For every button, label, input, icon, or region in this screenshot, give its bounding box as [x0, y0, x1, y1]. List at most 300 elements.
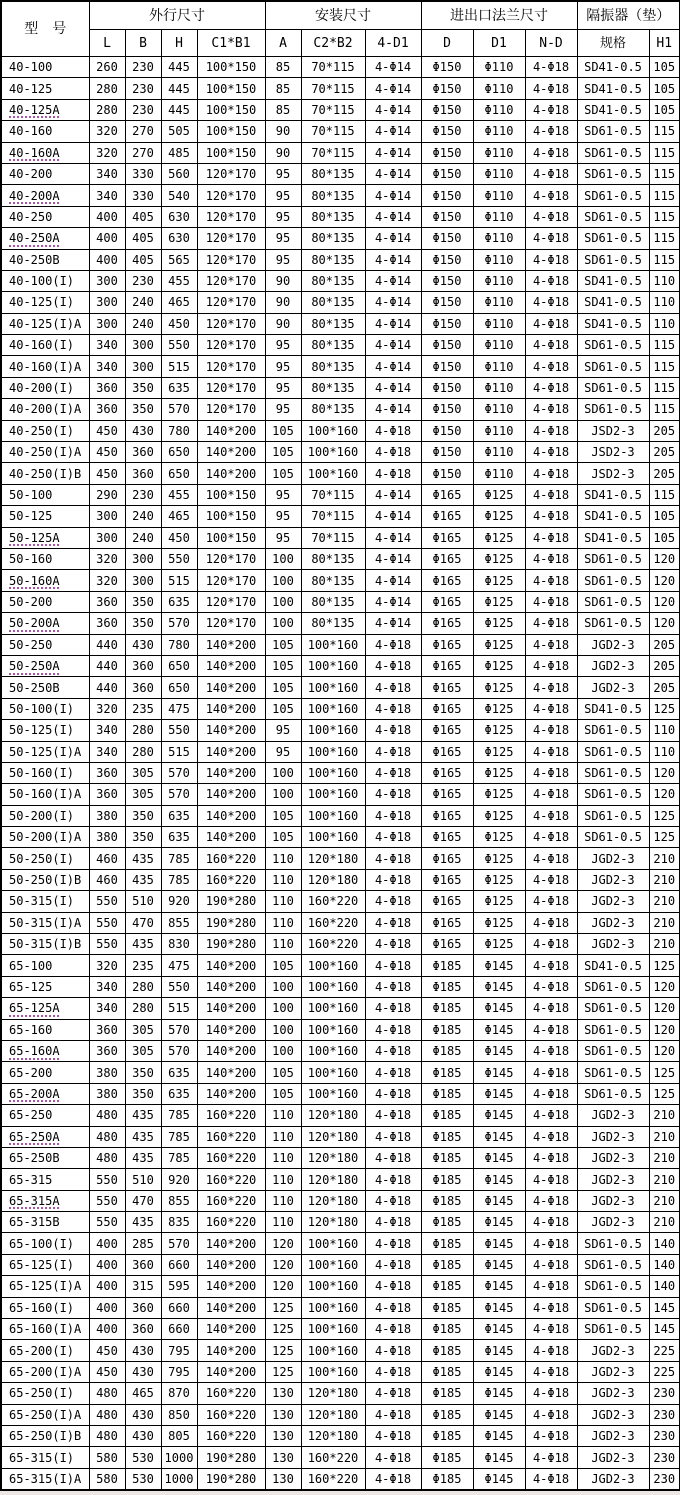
value-cell: Φ185	[421, 1383, 473, 1404]
model-cell: 40-160(I)A	[1, 356, 89, 377]
value-cell: 530	[125, 1447, 161, 1468]
table-row	[1, 292, 680, 313]
value-cell: 480	[89, 1105, 125, 1126]
value-cell: 435	[125, 1147, 161, 1168]
model-cell	[1, 185, 89, 206]
model-text-spellcheck-underlined: 65-200A	[9, 1086, 60, 1101]
value-cell: 550	[161, 335, 197, 356]
value-cell: JGD2-3	[577, 634, 649, 655]
value-cell: 100*160	[301, 741, 365, 762]
value-cell: 920	[161, 1169, 197, 1190]
model-cell: 50-250	[1, 634, 89, 655]
value-cell: 90	[265, 292, 301, 313]
value-cell: SD61-0.5	[577, 570, 649, 591]
model-cell: 65-315(I)A	[1, 1468, 89, 1490]
value-cell: 100*160	[301, 1062, 365, 1083]
value-cell: 80*135	[301, 377, 365, 398]
value-cell: 4-Φ14	[365, 270, 421, 291]
value-cell: 110	[649, 292, 680, 313]
model-cell: 50-250B	[1, 677, 89, 698]
value-cell: 115	[649, 228, 680, 249]
table-row	[1, 998, 680, 1019]
value-cell: 105	[265, 1062, 301, 1083]
table-row	[1, 185, 680, 206]
value-cell: 115	[649, 335, 680, 356]
value-cell: 210	[649, 1212, 680, 1233]
value-cell: Φ145	[473, 1447, 525, 1468]
table-row	[1, 313, 680, 334]
value-cell: 4-Φ18	[525, 57, 577, 78]
value-cell: 140*200	[197, 1340, 265, 1361]
value-cell: 110	[649, 741, 680, 762]
value-cell: SD61-0.5	[577, 163, 649, 184]
value-cell: SD41-0.5	[577, 270, 649, 291]
table-body	[1, 57, 680, 1491]
table-row	[1, 805, 680, 826]
value-cell: 515	[161, 741, 197, 762]
value-cell: Φ110	[473, 335, 525, 356]
table-row	[1, 1040, 680, 1061]
value-cell: SD41-0.5	[577, 78, 649, 99]
value-cell: Φ150	[421, 313, 473, 334]
value-cell: Φ165	[421, 891, 473, 912]
model-cell: 50-100(I)	[1, 698, 89, 719]
value-cell: 445	[161, 78, 197, 99]
value-cell: 140*200	[197, 998, 265, 1019]
value-cell: 4-Φ18	[525, 1447, 577, 1468]
value-cell: 4-Φ14	[365, 99, 421, 120]
value-cell: 435	[125, 934, 161, 955]
value-cell: 780	[161, 420, 197, 441]
value-cell: 210	[649, 1105, 680, 1126]
value-cell: Φ150	[421, 463, 473, 484]
value-cell: 120*170	[197, 270, 265, 291]
value-cell: SD61-0.5	[577, 762, 649, 783]
table-row	[1, 249, 680, 270]
value-cell: 70*115	[301, 142, 365, 163]
value-cell: SD61-0.5	[577, 741, 649, 762]
value-cell: 4-Φ18	[525, 1190, 577, 1211]
value-cell: 4-Φ18	[365, 1254, 421, 1275]
value-cell: Φ185	[421, 1254, 473, 1275]
value-cell: 4-Φ14	[365, 570, 421, 591]
value-cell: 120*170	[197, 613, 265, 634]
value-cell: 95	[265, 163, 301, 184]
value-cell: JGD2-3	[577, 1404, 649, 1425]
value-cell: 120*180	[301, 869, 365, 890]
model-cell: 65-250B	[1, 1147, 89, 1168]
value-cell: 4-Φ18	[525, 976, 577, 997]
value-cell: SD61-0.5	[577, 1233, 649, 1254]
value-cell: 340	[89, 998, 125, 1019]
value-cell: Φ125	[473, 827, 525, 848]
value-cell: 110	[265, 891, 301, 912]
value-cell: 300	[89, 270, 125, 291]
value-cell: 515	[161, 998, 197, 1019]
value-cell: 110	[265, 934, 301, 955]
value-cell: 210	[649, 1147, 680, 1168]
value-cell: 4-Φ18	[365, 1468, 421, 1490]
value-cell: 4-Φ18	[365, 998, 421, 1019]
value-cell: 130	[265, 1468, 301, 1490]
value-cell: 120*170	[197, 206, 265, 227]
value-cell: JSD2-3	[577, 463, 649, 484]
value-cell: 105	[265, 463, 301, 484]
value-cell: 515	[161, 356, 197, 377]
value-cell: 270	[125, 121, 161, 142]
value-cell: 795	[161, 1361, 197, 1382]
value-cell: 100*160	[301, 463, 365, 484]
model-cell: 65-200(I)	[1, 1340, 89, 1361]
value-cell: 105	[649, 506, 680, 527]
value-cell: 305	[125, 1019, 161, 1040]
value-cell: 280	[125, 998, 161, 1019]
value-cell: 270	[125, 142, 161, 163]
value-cell: 80*135	[301, 163, 365, 184]
value-cell: SD61-0.5	[577, 976, 649, 997]
value-cell: 105	[265, 655, 301, 676]
value-cell: Φ125	[473, 720, 525, 741]
value-cell: 120*180	[301, 1147, 365, 1168]
value-cell: 4-Φ18	[365, 1040, 421, 1061]
value-cell: 120*170	[197, 356, 265, 377]
model-cell	[1, 998, 89, 1019]
value-cell: 4-Φ18	[525, 1019, 577, 1040]
value-cell: Φ185	[421, 1276, 473, 1297]
value-cell: 475	[161, 698, 197, 719]
value-cell: 435	[125, 1212, 161, 1233]
value-cell: Φ125	[473, 869, 525, 890]
value-cell: 360	[89, 377, 125, 398]
value-cell: 140*200	[197, 741, 265, 762]
value-cell: 100*160	[301, 1276, 365, 1297]
model-text-spellcheck-underlined: 65-160A	[9, 1044, 60, 1059]
table-row	[1, 955, 680, 976]
value-cell: Φ185	[421, 1212, 473, 1233]
table-row	[1, 1105, 680, 1126]
value-cell: Φ150	[421, 142, 473, 163]
value-cell: 80*135	[301, 249, 365, 270]
value-cell: JGD2-3	[577, 1340, 649, 1361]
value-cell: 4-Φ18	[365, 1147, 421, 1168]
model-cell: 65-100(I)	[1, 1233, 89, 1254]
value-cell: Φ110	[473, 270, 525, 291]
value-cell: 80*135	[301, 185, 365, 206]
value-cell: 400	[89, 1319, 125, 1340]
value-cell: 210	[649, 1126, 680, 1147]
column-header-spec: 规格	[577, 30, 649, 57]
table-row	[1, 463, 680, 484]
value-cell: 140*200	[197, 1040, 265, 1061]
value-cell: 360	[125, 1319, 161, 1340]
value-cell: 855	[161, 912, 197, 933]
table-row	[1, 827, 680, 848]
value-cell: 480	[89, 1383, 125, 1404]
value-cell: 90	[265, 142, 301, 163]
column-header-C1B1: C1*B1	[197, 30, 265, 57]
model-cell: 65-160(I)	[1, 1297, 89, 1318]
value-cell: 635	[161, 805, 197, 826]
value-cell: SD61-0.5	[577, 356, 649, 377]
value-cell: 130	[265, 1404, 301, 1425]
value-cell: 205	[649, 442, 680, 463]
table-row	[1, 506, 680, 527]
value-cell: 120	[649, 613, 680, 634]
value-cell: 4-Φ18	[365, 1404, 421, 1425]
value-cell: 160*220	[301, 1468, 365, 1490]
model-cell: 65-250(I)	[1, 1383, 89, 1404]
value-cell: 360	[125, 463, 161, 484]
value-cell: 4-Φ18	[365, 1297, 421, 1318]
model-cell: 40-125	[1, 78, 89, 99]
value-cell: 110	[649, 313, 680, 334]
value-cell: 120*170	[197, 335, 265, 356]
value-cell: 300	[89, 527, 125, 548]
value-cell: Φ165	[421, 698, 473, 719]
value-cell: 550	[161, 720, 197, 741]
value-cell: 4-Φ18	[525, 548, 577, 569]
value-cell: 85	[265, 78, 301, 99]
value-cell: 140*200	[197, 955, 265, 976]
model-cell: 65-315	[1, 1169, 89, 1190]
model-cell	[1, 1190, 89, 1211]
value-cell: Φ165	[421, 655, 473, 676]
value-cell: SD41-0.5	[577, 292, 649, 313]
value-cell: 110	[649, 720, 680, 741]
value-cell: 140*200	[197, 1361, 265, 1382]
table-row	[1, 163, 680, 184]
value-cell: 550	[89, 912, 125, 933]
value-cell: 120*180	[301, 1404, 365, 1425]
value-cell: 540	[161, 185, 197, 206]
value-cell: Φ145	[473, 1147, 525, 1168]
value-cell: 400	[89, 1254, 125, 1275]
value-cell: 4-Φ18	[365, 1361, 421, 1382]
column-header-B: B	[125, 30, 161, 57]
value-cell: 835	[161, 1212, 197, 1233]
value-cell: 160*220	[301, 891, 365, 912]
value-cell: 4-Φ18	[525, 827, 577, 848]
value-cell: Φ125	[473, 548, 525, 569]
value-cell: Φ165	[421, 570, 473, 591]
value-cell: 660	[161, 1319, 197, 1340]
value-cell: Φ185	[421, 1468, 473, 1490]
model-cell: 40-100(I)	[1, 270, 89, 291]
model-cell: 50-315(I)B	[1, 934, 89, 955]
value-cell: 205	[649, 420, 680, 441]
value-cell: 300	[125, 570, 161, 591]
model-text-spellcheck-underlined: 40-160A	[9, 145, 60, 160]
value-cell: Φ185	[421, 1404, 473, 1425]
value-cell: Φ185	[421, 1297, 473, 1318]
value-cell: 430	[125, 1426, 161, 1447]
value-cell: 160*220	[301, 934, 365, 955]
value-cell: 140*200	[197, 784, 265, 805]
column-header-D1: D1	[473, 30, 525, 57]
value-cell: Φ125	[473, 484, 525, 505]
value-cell: 4-Φ14	[365, 484, 421, 505]
column-header-H: H	[161, 30, 197, 57]
value-cell: Φ185	[421, 1040, 473, 1061]
value-cell: 100*150	[197, 142, 265, 163]
value-cell: 125	[649, 955, 680, 976]
value-cell: 140*200	[197, 1276, 265, 1297]
value-cell: Φ150	[421, 442, 473, 463]
value-cell: 570	[161, 1040, 197, 1061]
table-row	[1, 442, 680, 463]
value-cell: 650	[161, 463, 197, 484]
value-cell: 450	[89, 1361, 125, 1382]
value-cell: 280	[125, 976, 161, 997]
value-cell: 140*200	[197, 827, 265, 848]
model-cell	[1, 1040, 89, 1061]
value-cell: 280	[89, 99, 125, 120]
value-cell: 95	[265, 356, 301, 377]
value-cell: 4-Φ18	[525, 1254, 577, 1275]
value-cell: 435	[125, 1126, 161, 1147]
model-text-spellcheck-underlined: 65-250A	[9, 1129, 60, 1144]
value-cell: 4-Φ18	[525, 463, 577, 484]
value-cell: 140	[649, 1276, 680, 1297]
value-cell: SD61-0.5	[577, 998, 649, 1019]
value-cell: 105	[265, 634, 301, 655]
table-row	[1, 548, 680, 569]
value-cell: Φ110	[473, 228, 525, 249]
value-cell: Φ150	[421, 99, 473, 120]
value-cell: 240	[125, 292, 161, 313]
value-cell: 95	[265, 185, 301, 206]
value-cell: 90	[265, 121, 301, 142]
value-cell: 4-Φ14	[365, 228, 421, 249]
value-cell: Φ125	[473, 805, 525, 826]
value-cell: 145	[649, 1297, 680, 1318]
value-cell: Φ145	[473, 1319, 525, 1340]
value-cell: 405	[125, 228, 161, 249]
value-cell: 635	[161, 1062, 197, 1083]
value-cell: JGD2-3	[577, 1468, 649, 1490]
value-cell: 4-Φ18	[365, 698, 421, 719]
value-cell: Φ150	[421, 206, 473, 227]
value-cell: 430	[125, 1361, 161, 1382]
value-cell: 360	[89, 762, 125, 783]
value-cell: 4-Φ18	[525, 570, 577, 591]
value-cell: 4-Φ18	[525, 121, 577, 142]
value-cell: Φ110	[473, 99, 525, 120]
value-cell: JGD2-3	[577, 1426, 649, 1447]
value-cell: 380	[89, 805, 125, 826]
value-cell: 4-Φ18	[525, 1105, 577, 1126]
value-cell: 70*115	[301, 484, 365, 505]
value-cell: 580	[89, 1447, 125, 1468]
table-row	[1, 1319, 680, 1340]
value-cell: 95	[265, 228, 301, 249]
header-sub-row	[1, 30, 680, 57]
model-text-spellcheck-underlined: 40-200A	[9, 188, 60, 203]
value-cell: 110	[649, 270, 680, 291]
value-cell: 110	[265, 912, 301, 933]
value-cell: 120	[649, 1040, 680, 1061]
table-row	[1, 591, 680, 612]
value-cell: 190*280	[197, 912, 265, 933]
value-cell: 4-Φ18	[525, 1426, 577, 1447]
value-cell: 160*220	[301, 1447, 365, 1468]
value-cell: 190*280	[197, 891, 265, 912]
value-cell: 805	[161, 1426, 197, 1447]
value-cell: 120*180	[301, 1126, 365, 1147]
value-cell: 140*200	[197, 1319, 265, 1340]
value-cell: 4-Φ18	[365, 463, 421, 484]
value-cell: 120*180	[301, 1105, 365, 1126]
value-cell: 340	[89, 356, 125, 377]
value-cell: 4-Φ18	[365, 1019, 421, 1040]
value-cell: 4-Φ14	[365, 548, 421, 569]
model-cell: 65-250	[1, 1105, 89, 1126]
value-cell: 635	[161, 377, 197, 398]
group-header-flange-dimensions: 进出口法兰尺寸	[421, 1, 577, 30]
model-cell: 65-200(I)A	[1, 1361, 89, 1382]
value-cell: 100*160	[301, 1340, 365, 1361]
value-cell: 145	[649, 1319, 680, 1340]
value-cell: 230	[125, 99, 161, 120]
value-cell: 455	[161, 484, 197, 505]
value-cell: 4-Φ18	[525, 1361, 577, 1382]
value-cell: 4-Φ18	[525, 1319, 577, 1340]
value-cell: 100*160	[301, 1254, 365, 1275]
value-cell: 120*170	[197, 548, 265, 569]
value-cell: 300	[125, 335, 161, 356]
value-cell: 305	[125, 1040, 161, 1061]
value-cell: 225	[649, 1361, 680, 1382]
value-cell: 400	[89, 249, 125, 270]
value-cell: 4-Φ18	[365, 1319, 421, 1340]
value-cell: Φ185	[421, 1319, 473, 1340]
value-cell: 380	[89, 1083, 125, 1104]
value-cell: 4-Φ18	[365, 1169, 421, 1190]
value-cell: 4-Φ18	[525, 1126, 577, 1147]
value-cell: 140*200	[197, 1297, 265, 1318]
value-cell: 550	[89, 1212, 125, 1233]
value-cell: Φ110	[473, 356, 525, 377]
value-cell: Φ110	[473, 163, 525, 184]
value-cell: 100*160	[301, 698, 365, 719]
value-cell: 4-Φ18	[525, 1468, 577, 1490]
value-cell: 550	[161, 548, 197, 569]
value-cell: 100*150	[197, 506, 265, 527]
value-cell: 210	[649, 934, 680, 955]
value-cell: 4-Φ18	[365, 634, 421, 655]
value-cell: 100	[265, 998, 301, 1019]
table-row	[1, 484, 680, 505]
model-cell: 50-250(I)B	[1, 869, 89, 890]
table-row	[1, 720, 680, 741]
value-cell: 350	[125, 827, 161, 848]
value-cell: 4-Φ14	[365, 206, 421, 227]
value-cell: 125	[649, 827, 680, 848]
value-cell: 100	[265, 548, 301, 569]
value-cell: 470	[125, 912, 161, 933]
value-cell: 230	[649, 1468, 680, 1490]
value-cell: 380	[89, 1062, 125, 1083]
value-cell: 100*160	[301, 827, 365, 848]
value-cell: 4-Φ18	[525, 356, 577, 377]
value-cell: 4-Φ18	[365, 1190, 421, 1211]
value-cell: 4-Φ18	[525, 185, 577, 206]
value-cell: Φ110	[473, 420, 525, 441]
value-cell: 795	[161, 1340, 197, 1361]
value-cell: Φ145	[473, 1062, 525, 1083]
value-cell: 550	[89, 1190, 125, 1211]
model-cell	[1, 1126, 89, 1147]
